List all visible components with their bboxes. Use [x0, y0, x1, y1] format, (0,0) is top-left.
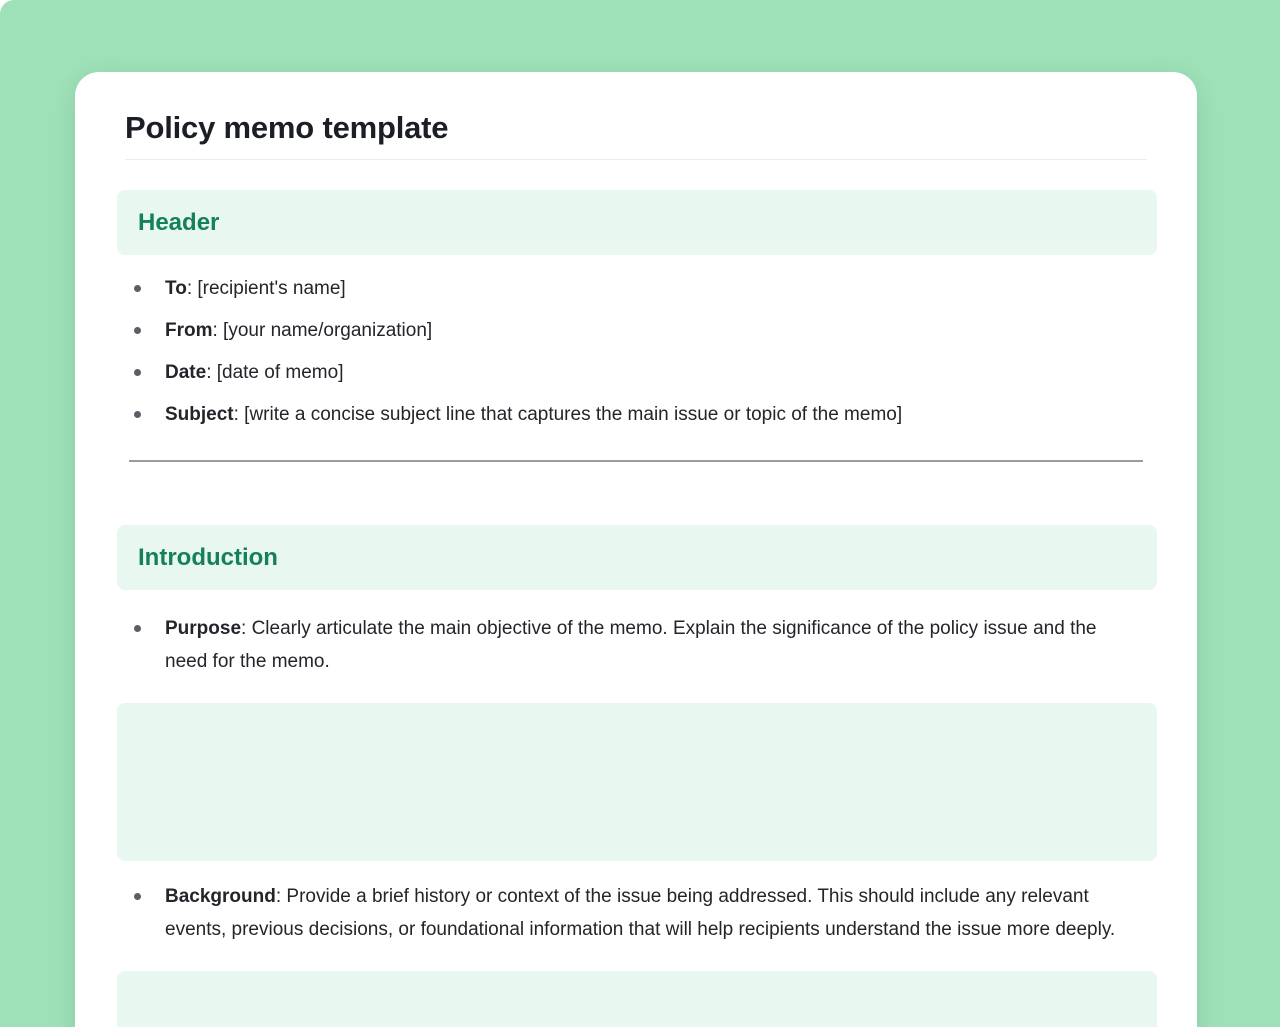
- purpose-bullet-list: [117, 612, 1157, 678]
- bullet-icon: [134, 327, 141, 334]
- list-item-purpose: [117, 612, 1125, 678]
- header-bullet-list: [117, 272, 1157, 431]
- bullet-icon: [134, 893, 141, 900]
- content-placeholder-block-bottom: [117, 971, 1157, 1027]
- item-text: : Clearly articulate the main objective of the memo. Explain the significance of the policy issue and the need for the memo.: [165, 618, 1097, 672]
- item-text: : [recipient's name]: [186, 278, 346, 299]
- item-text: : [write a concise subject line that captures the main issue or topic of the memo]: [233, 404, 903, 425]
- bullet-icon: [134, 411, 141, 418]
- section-heading-header: Header: [138, 208, 220, 236]
- item-label: To: [165, 278, 187, 299]
- bullet-icon: [134, 625, 141, 632]
- bullet-icon: [134, 369, 141, 376]
- section-divider: [129, 460, 1143, 462]
- list-item-to: [117, 272, 1127, 305]
- document-card: [75, 72, 1197, 1027]
- item-label: Background: [165, 886, 276, 907]
- item-label: Purpose: [165, 618, 242, 639]
- list-item-date: [117, 356, 1127, 389]
- content-placeholder-block: [117, 703, 1157, 861]
- list-item-from: [117, 314, 1127, 347]
- background-bullet-list: [117, 880, 1157, 946]
- section-callout-header: [117, 190, 1157, 255]
- section-callout-introduction: [117, 525, 1157, 590]
- list-item-subject: [117, 398, 1127, 431]
- item-text: : Provide a brief history or context of the issue being addressed. This should include any relevant events, previous decisions, or foundational information that will help recipients understand the issue more deeply.: [165, 886, 1116, 940]
- item-label: Date: [165, 362, 207, 383]
- item-text: : [your name/organization]: [212, 320, 433, 341]
- page-title: Policy memo template: [125, 110, 449, 145]
- item-label: Subject: [165, 404, 234, 425]
- bullet-icon: [134, 285, 141, 292]
- item-text: : [date of memo]: [206, 362, 344, 383]
- section-heading-introduction: Introduction: [138, 543, 278, 571]
- list-item-background: [117, 880, 1125, 946]
- title-divider: [125, 159, 1147, 160]
- item-label: From: [165, 320, 213, 341]
